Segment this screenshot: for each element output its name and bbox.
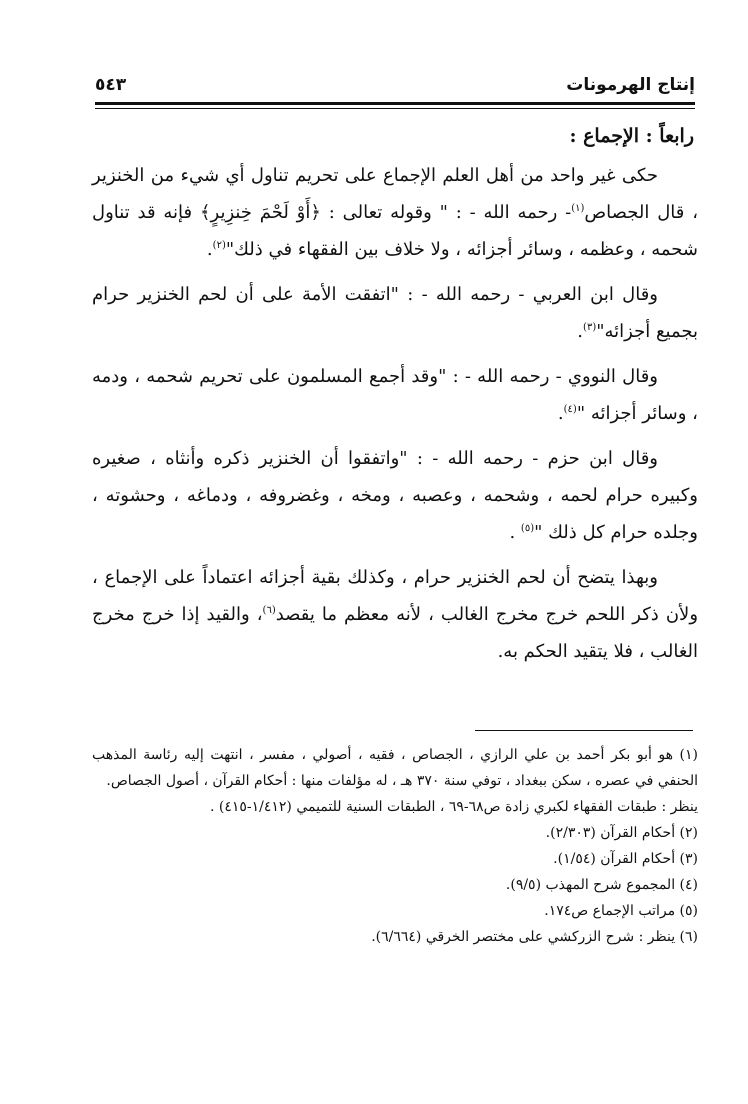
text-run: وبهذا يتضح أن لحم الخنزير حرام ، وكذلك بقية أجزائه اعتماداً على الإجماع ، ولأن ذكر اللحم خرج مخرج الغالب ، لأنه معظم ما يقصد (92, 567, 699, 625)
page-number: ٥٤٣ (95, 75, 127, 95)
text-run: وقال ابن العربي - رحمه الله - : "اتفقت الأمة على أن لحم الخنزير حرام بجميع أجزائه" (92, 284, 698, 342)
header-rule-thin (95, 108, 695, 109)
paragraph-conclusion (92, 559, 698, 670)
footnote-ref-5[interactable]: (٥) (520, 523, 535, 534)
text-run: . (509, 522, 521, 543)
header-rule-thick (95, 102, 695, 105)
footnote-ref-4[interactable]: (٤) (563, 404, 577, 415)
footnote-1: (١) هو أبو بكر أحمد بن علي الرازي ، الجصاص ، فقيه ، أصولي ، مفسر ، انتهت إليه رئاسة المذهب الحنفي في عصره ، سكن ببغداد ، توفي سنة ٣٧٠ هـ ، له مؤلفات منها : أحكام القرآن ، أصول الجصاص. (92, 747, 698, 789)
text-run: . (577, 321, 584, 342)
text-run: وقال النووي - رحمه الله - : "وقد أجمع المسلمون على تحريم شحمه ، ودمه ، وسائر أجزائه " (92, 366, 698, 424)
paragraph-ijma-intro (92, 157, 698, 268)
paragraph-ibn-arabi (92, 276, 698, 350)
footnote-ref-1[interactable]: (١) (571, 203, 585, 214)
footnote-1-reference: ينظر : طبقات الفقهاء لكبري زادة ص٦٨-٦٩ ، الطبقات السنية للتميمي (١/٤١٢-٤١٥) . (209, 799, 698, 815)
footnote-2: (٢) أحكام القرآن (٢/٣٠٣). (545, 825, 698, 841)
section-heading: رابعاً : الإجماع : (569, 125, 694, 147)
footnote-ref-2[interactable]: (٢) (212, 240, 226, 251)
footnote-6: (٦) ينظر : شرح الزركشي على مختصر الخرقي (٦/٦٦٤). (371, 929, 698, 945)
footnote-ref-3[interactable]: (٣) (583, 322, 597, 333)
paragraph-nawawi (92, 358, 698, 432)
footnote-5: (٥) مراتب الإجماع ص١٧٤. (544, 903, 698, 919)
text-run: - رحمه الله - : " وقوله تعالى : ﴿أَوْ لَحْمَ خِنزِيرٍ﴾ فإنه قد تناول شحمه ، وعظمه ، وسائر أجزائه ، ولا خلاف بين الفقهاء في ذلك" (92, 202, 698, 260)
text-run: . (206, 239, 213, 260)
footnotes (92, 742, 698, 950)
text-run: وقال ابن حزم - رحمه الله - : "واتفقوا أن الخنزير ذكره وأنثاه ، صغيره وكبيره حرام لحمه ، وشحمه ، وعصبه ، ومخه ، وغضروفه ، ودماغه ، وحشوته ، وجلده حرام كل ذلك " (92, 448, 698, 543)
text-run: ، والقيد إذا خرج مخرج الغالب ، فلا يتقيد الحكم به. (92, 604, 698, 662)
footnote-3: (٣) أحكام القرآن (١/٥٤). (553, 851, 698, 867)
main-text (92, 118, 698, 678)
text-run: حكى غير واحد من أهل العلم الإجماع على تحريم تناول أي شيء من الخنزير ، قال الجصاص (92, 165, 698, 223)
text-run: . (557, 403, 564, 424)
footnote-separator (475, 730, 693, 731)
footnote-ref-6[interactable]: (٦) (262, 605, 276, 616)
running-header (95, 70, 695, 100)
running-title: إنتاج الهرمونات (566, 75, 695, 95)
paragraph-ibn-hazm (92, 440, 698, 551)
footnote-4: (٤) المجموع شرح المهذب (٩/٥). (505, 877, 698, 893)
